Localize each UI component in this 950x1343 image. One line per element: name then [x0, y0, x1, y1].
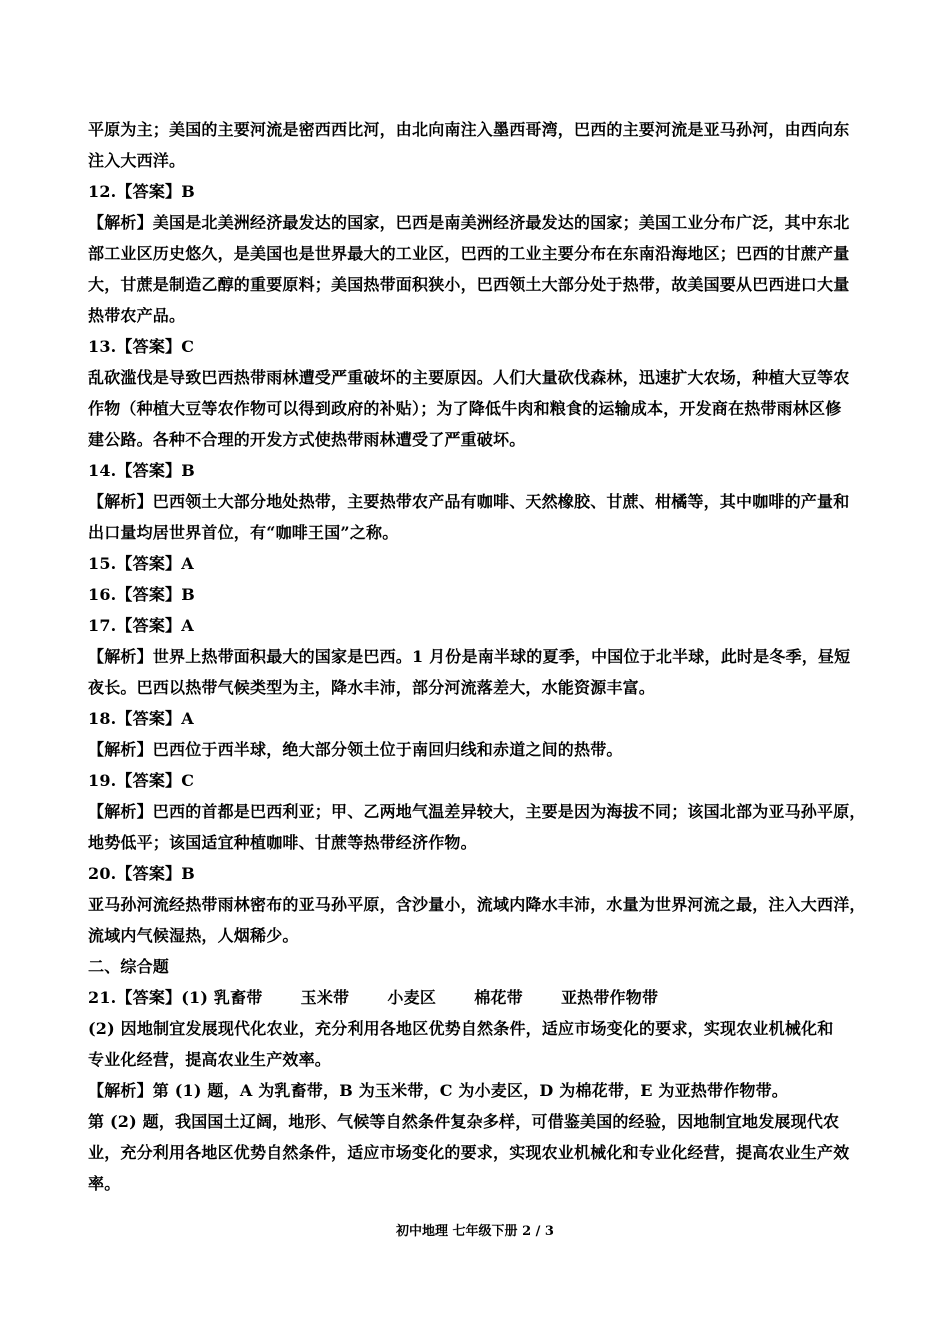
text-line: 出口量均居世界首位，有“咖啡王国”之称。 [88, 523, 399, 542]
section-heading: 二、综合题 [88, 957, 170, 976]
text-line: 地势低平；该国适宜种植咖啡、甘蔗等热带经济作物。 [88, 833, 477, 852]
text-line: 部工业区历史悠久，是美国也是世界最大的工业区，巴西的工业主要分布在东南沿海地区；巴西的甘蔗产量 [88, 244, 850, 263]
text-line: 业，充分利用各地区优势自然条件，适应市场变化的要求，实现农业机械化和专业化经营，提高农业生产效 [88, 1143, 850, 1162]
text-line: 大，甘蔗是制造乙醇的重要原料；美国热带面积狭小，巴西领土大部分处于热带，故美国要从巴西进口大量 [88, 275, 850, 294]
text-line: 【解析】美国是北美洲经济最发达的国家，巴西是南美洲经济最发达的国家；美国工业分布广泛，其中东北 [88, 213, 850, 232]
answer-14: 14.【答案】B [88, 461, 195, 480]
page-footer: 初中地理 七年级下册 2 / 3 [396, 1224, 554, 1239]
text-line: 【解析】巴西领土大部分地处热带，主要热带农产品有咖啡、天然橡胶、甘蔗、柑橘等，其中咖啡的产量和 [88, 492, 850, 511]
text-line: 率。 [88, 1174, 121, 1193]
text-line: 平原为主；美国的主要河流是密西西比河，由北向南注入墨西哥湾，巴西的主要河流是亚马孙河，由西向东 [88, 120, 850, 139]
answer-text-body [88, 114, 868, 1199]
text-line: 亚马孙河流经热带雨林密布的亚马孙平原，含沙量小，流域内降水丰沛，水量为世界河流之最，注入大西洋， [88, 895, 866, 914]
text-line: (2) 因地制宜发展现代化农业，充分利用各地区优势自然条件，适应市场变化的要求，实现农业机械化和 [88, 1019, 834, 1038]
answer-20: 20.【答案】B [88, 864, 195, 883]
answer-17: 17.【答案】A [88, 616, 194, 635]
text-line: 【解析】世界上热带面积最大的国家是巴西。1 月份是南半球的夏季，中国位于北半球，此时是冬季，昼短 [88, 647, 851, 666]
text-line: 注入大西洋。 [88, 151, 186, 170]
text-line: 夜长。巴西以热带气候类型为主，降水丰沛，部分河流落差大，水能资源丰富。 [88, 678, 656, 697]
answer-13: 13.【答案】C [88, 337, 195, 356]
answer-12: 12.【答案】B [88, 182, 195, 201]
answer-19: 19.【答案】C [88, 771, 195, 790]
answer-15: 15.【答案】A [88, 554, 194, 573]
text-line: 【解析】巴西位于西半球，绝大部分领土位于南回归线和赤道之间的热带。 [88, 740, 623, 759]
answer-18: 18.【答案】A [88, 709, 194, 728]
text-line: 作物（种植大豆等农作物可以得到政府的补贴）；为了降低牛肉和粮食的运输成本，开发商在热带雨林区修 [88, 399, 842, 418]
text-line: 建公路。各种不合理的开发方式使热带雨林遭受了严重破坏。 [88, 430, 526, 449]
answer-21: 21.【答案】(1) 乳畜带 玉米带 小麦区 棉花带 亚热带作物带 [88, 988, 659, 1007]
text-line: 乱砍滥伐是导致巴西热带雨林遭受严重破坏的主要原因。人们大量砍伐森林，迅速扩大农场，种植大豆等农 [88, 368, 850, 387]
text-line: 【解析】巴西的首都是巴西利亚；甲、乙两地气温差异较大，主要是因为海拔不同；该国北部为亚马孙平原， [88, 802, 866, 821]
text-line: 【解析】第 (1) 题，A 为乳畜带，B 为玉米带，C 为小麦区，D 为棉花带，E 为亚热带作物带。 [88, 1081, 789, 1100]
text-line: 热带农产品。 [88, 306, 186, 325]
text-line: 专业化经营，提高农业生产效率。 [88, 1050, 332, 1069]
answer-16: 16.【答案】B [88, 585, 195, 604]
text-line: 第 (2) 题，我国国土辽阔，地形、气候等自然条件复杂多样，可借鉴美国的经验，因地制宜地发展现代农 [88, 1112, 840, 1131]
text-line: 流域内气候湿热，人烟稀少。 [88, 926, 299, 945]
